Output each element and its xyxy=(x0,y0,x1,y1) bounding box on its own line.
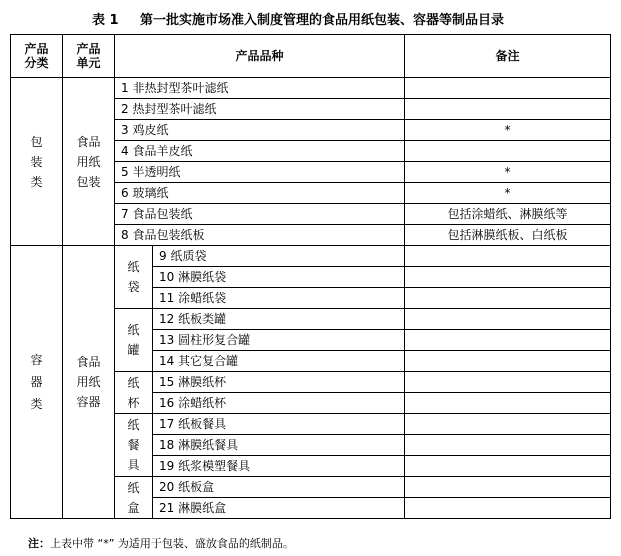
product-name: 14 其它复合罐 xyxy=(153,351,405,372)
product-name: 8 食品包装纸板 xyxy=(115,225,405,246)
category-char: 容 xyxy=(30,353,43,367)
category-char: 器 xyxy=(30,375,43,389)
header-unit-line1: 产品 xyxy=(76,42,101,56)
header-unit-line2: 单元 xyxy=(76,56,101,70)
subgroup-char: 餐 xyxy=(127,438,140,452)
unit-line: 食品 xyxy=(76,355,101,369)
product-note xyxy=(405,498,611,519)
product-note xyxy=(405,288,611,309)
subgroup-char: 盒 xyxy=(127,500,140,515)
product-name: 2 热封型茶叶滤纸 xyxy=(115,99,405,120)
product-name: 1 非热封型茶叶滤纸 xyxy=(115,78,405,99)
header-remark: 备注 xyxy=(405,35,611,78)
product-name: 4 食品羊皮纸 xyxy=(115,141,405,162)
product-note xyxy=(405,246,611,267)
product-name: 15 淋膜纸杯 xyxy=(153,372,405,393)
unit-container xyxy=(63,246,115,519)
footnote-text: 上表中带 “*” 为适用于包装、盛放食品的纸制品。 xyxy=(50,537,294,550)
table-row xyxy=(11,78,611,99)
category-char: 装 xyxy=(30,154,43,169)
header-category-line1: 产品 xyxy=(24,42,49,56)
subgroup-paper-cup xyxy=(115,372,153,414)
product-note xyxy=(405,372,611,393)
header-variety: 产品品种 xyxy=(115,35,405,78)
subgroup-paper-box xyxy=(115,477,153,519)
product-note xyxy=(405,78,611,99)
subgroup-char: 纸 xyxy=(127,260,140,274)
product-name: 21 淋膜纸盒 xyxy=(153,498,405,519)
table-row xyxy=(11,246,611,267)
product-name: 10 淋膜纸袋 xyxy=(153,267,405,288)
category-char: 包 xyxy=(30,134,43,149)
product-note xyxy=(405,477,611,498)
subgroup-paper-can xyxy=(115,309,153,372)
product-note xyxy=(405,435,611,456)
unit-line: 食品 xyxy=(76,134,101,149)
subgroup-char: 罐 xyxy=(127,343,140,357)
product-note xyxy=(405,393,611,414)
product-name: 3 鸡皮纸 xyxy=(115,120,405,141)
product-note xyxy=(405,330,611,351)
product-name: 7 食品包装纸 xyxy=(115,204,405,225)
footnote xyxy=(28,535,294,551)
product-name: 6 玻璃纸 xyxy=(115,183,405,204)
product-note xyxy=(405,414,611,435)
product-note xyxy=(405,456,611,477)
unit-packaging xyxy=(63,78,115,246)
product-note xyxy=(405,351,611,372)
subgroup-char: 纸 xyxy=(127,375,140,390)
header-unit xyxy=(63,35,115,78)
product-name: 20 纸板盒 xyxy=(153,477,405,498)
table-title xyxy=(0,4,621,26)
category-container xyxy=(11,246,63,519)
product-note: * xyxy=(405,162,611,183)
product-note xyxy=(405,141,611,162)
product-name: 5 半透明纸 xyxy=(115,162,405,183)
product-note: * xyxy=(405,120,611,141)
category-char: 类 xyxy=(30,174,43,189)
product-name: 11 涂蜡纸袋 xyxy=(153,288,405,309)
subgroup-char: 纸 xyxy=(127,323,140,337)
category-char: 类 xyxy=(30,397,43,411)
product-name: 19 纸浆模塑餐具 xyxy=(153,456,405,477)
product-note: 包括淋膜纸板、白纸板 xyxy=(405,225,611,246)
subgroup-paper-tableware xyxy=(115,414,153,477)
subgroup-char: 袋 xyxy=(127,280,140,294)
header-category-line2: 分类 xyxy=(24,56,49,70)
subgroup-paper-bag xyxy=(115,246,153,309)
unit-line: 包装 xyxy=(76,174,101,189)
subgroup-char: 纸 xyxy=(127,418,140,432)
product-note xyxy=(405,99,611,120)
unit-line: 用纸 xyxy=(76,375,101,389)
product-name: 16 涂蜡纸杯 xyxy=(153,393,405,414)
product-name: 9 纸质袋 xyxy=(153,246,405,267)
product-name: 17 纸板餐具 xyxy=(153,414,405,435)
product-name: 18 淋膜纸餐具 xyxy=(153,435,405,456)
subgroup-char: 杯 xyxy=(127,395,140,410)
product-note xyxy=(405,309,611,330)
product-name: 12 纸板类罐 xyxy=(153,309,405,330)
product-note: 包括涂蜡纸、淋膜纸等 xyxy=(405,204,611,225)
unit-line: 用纸 xyxy=(76,154,101,169)
header-category xyxy=(11,35,63,78)
product-note: * xyxy=(405,183,611,204)
category-packaging xyxy=(11,78,63,246)
footnote-prefix: 注： xyxy=(28,537,50,550)
subgroup-char: 具 xyxy=(127,458,140,472)
catalog-table xyxy=(10,34,611,519)
header-row xyxy=(11,35,611,78)
product-note xyxy=(405,267,611,288)
table-title-text: 第一批实施市场准入制度管理的食品用纸包装、容器等制品目录 xyxy=(140,13,505,28)
table-number: 表 1 xyxy=(92,13,119,28)
unit-line: 容器 xyxy=(76,395,101,409)
subgroup-char: 纸 xyxy=(127,480,140,495)
product-name: 13 圆柱形复合罐 xyxy=(153,330,405,351)
